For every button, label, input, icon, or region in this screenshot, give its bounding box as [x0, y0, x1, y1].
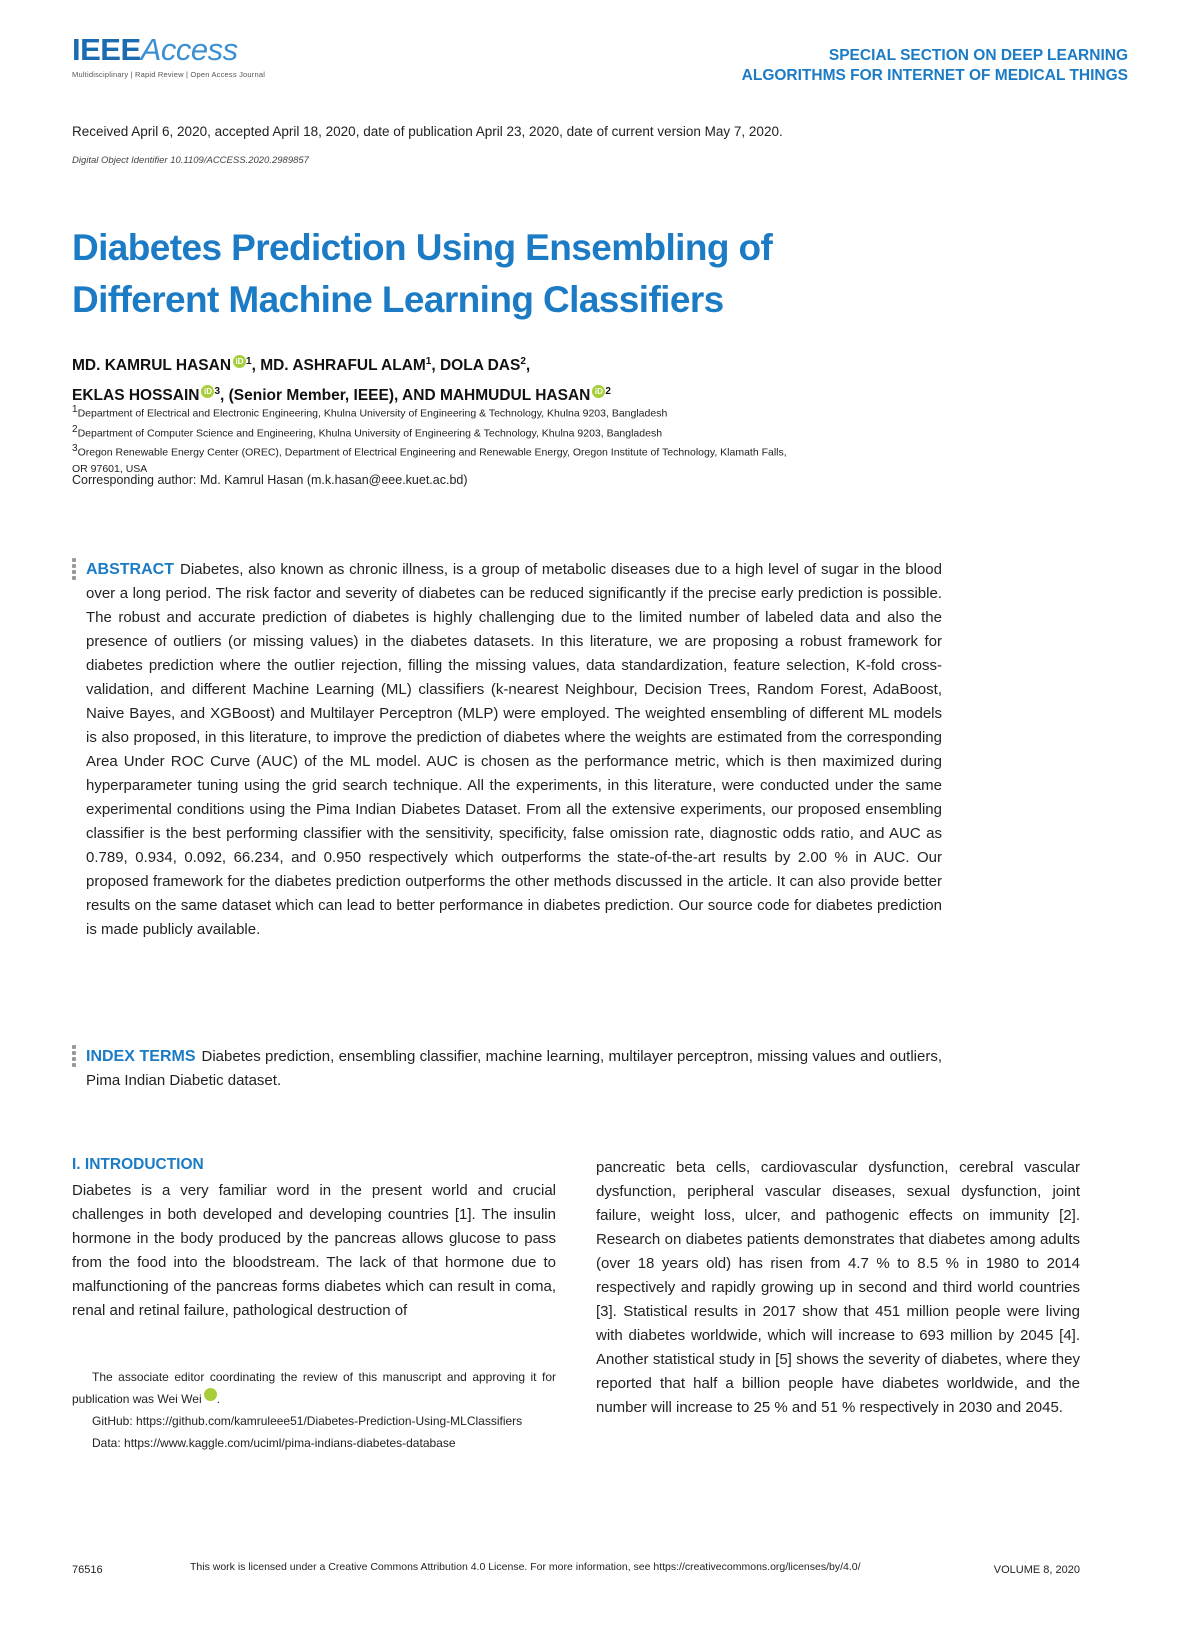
affiliation-3-num: 3 [72, 443, 78, 454]
section-heading-introduction: I. INTRODUCTION [72, 1156, 204, 1173]
volume-info: VOLUME 8, 2020 [993, 1564, 1080, 1576]
special-section-line2: ALGORITHMS FOR INTERNET OF MEDICAL THINGS [741, 67, 1128, 84]
affiliation-2-text: Department of Computer Science and Engineering, Khulna University of Engineering & Technology, Khulna 9203, Bangladesh [77, 427, 663, 439]
author-4-affil: 3 [214, 386, 221, 398]
author-1-affil: 1 [246, 356, 252, 367]
crossmark-dots-icon [72, 558, 78, 582]
intro-column-left: Diabetes is a very familiar word in the present world and crucial challenges in both developed and developing countries [1]. The insulin hormone in the body produced by the pancreas allows glucose to pass from the food into the bloodstream. The lack of that hormone due to malfunctioning of the pancreas forms diabetes which can result in coma, renal and retinal failure, pathological destruction of [72, 1182, 556, 1319]
special-section-line1: SPECIAL SECTION ON DEEP LEARNING [828, 47, 1128, 64]
author-5-affil: 2 [605, 386, 611, 398]
journal-tagline: Multidisciplinary | Rapid Review | Open Access Journal [72, 70, 266, 79]
affiliation-1-num: 1 [72, 404, 78, 415]
authors-line1 [72, 349, 1132, 379]
author-4-tail: , (Senior Member, IEEE), AND MAHMUDUL HASAN [220, 387, 591, 405]
author-1: MD. KAMRUL HASAN [72, 357, 232, 375]
page-number: 76516 [72, 1564, 103, 1576]
footnote [72, 1366, 556, 1454]
affiliation-2 [72, 422, 1132, 442]
index-terms [86, 1045, 942, 1093]
orcid-icon[interactable]: iD [204, 1388, 217, 1401]
footnote-data[interactable]: Data: https://www.kaggle.com/uciml/pima-indians-diabetes-database [92, 1436, 456, 1450]
journal-logo [72, 32, 272, 84]
affiliation-1-text: Department of Electrical and Electronic Engineering, Khulna University of Engineering & Technology, Khulna 9203, Bangladesh [77, 407, 668, 420]
doi: Digital Object Identifier 10.1109/ACCESS.2020.2989857 [72, 155, 309, 166]
footnote-editor-text: The associate editor coordinating the review of this manuscript and approving it for publication was Wei Wei [72, 1370, 556, 1406]
author-3-tail: , [525, 357, 531, 375]
brand-access: Access [140, 32, 238, 67]
index-terms-text: Diabetes prediction, ensembling classifier, machine learning, multilayer perceptron, missing values and outliers, Pima Indian Diabetic dataset. [86, 1048, 943, 1089]
footnote-editor-tail: . [216, 1392, 220, 1406]
intro-column-right: pancreatic beta cells, cardiovascular dysfunction, cerebral vascular dysfunction, peripheral vascular diseases, sexual dysfunction, joint failure, weight loss, ulcer, and pathogenic effects on immunity [2]. Research on diabetes patients demonstrates that diabetes among adults (over 18 years old) has risen from 4.7 % to 8.5 % in 1980 to 2014 respectively and rapidly growing up in second and third world countries [3]. Statistical results in 2017 show that 451 million people were living with diabetes worldwide, which will increase to 693 million by 2045 [4]. Another statistical study in [5] shows the severity of diabetes, where they reported that half a billion people have diabetes worldwide, and the number will increase to 25 % and 51 % respectively in 2030 and 2045. [596, 1159, 1080, 1416]
affiliation-3-text: Oregon Renewable Energy Center (OREC), Department of Electrical Engineering and Renewable Energy, Oregon Institute of Technology, Klamath Falls, [77, 446, 787, 459]
brand-ieee: IEEE [72, 32, 141, 67]
crossmark-dots-icon [72, 1045, 78, 1069]
affiliation-1 [72, 402, 1132, 422]
footnote-editor [72, 1366, 556, 1410]
orcid-icon[interactable]: iD [592, 385, 605, 398]
author-4: EKLAS HOSSAIN [72, 387, 200, 405]
affiliation-3-cont: OR 97601, USA [72, 462, 148, 475]
title-line2: Different Machine Learning Classifiers [72, 279, 724, 320]
author-2-affil: 1 [425, 356, 432, 367]
author-3: , DOLA DAS [431, 357, 521, 375]
affiliations [72, 402, 1132, 477]
affiliation-2-num: 2 [72, 423, 78, 435]
title-line1: Diabetes Prediction Using Ensembling of [72, 227, 773, 268]
paper-title [72, 222, 972, 326]
footnote-github[interactable]: GitHub: https://github.com/kamruleee51/Diabetes-Prediction-Using-MLClassifiers [92, 1414, 523, 1428]
orcid-icon[interactable]: iD [233, 355, 246, 368]
corresponding-author: Corresponding author: Md. Kamrul Hasan (m.k.hasan@eee.kuet.ac.bd) [72, 473, 468, 487]
journal-brand [72, 32, 272, 68]
author-list [72, 349, 1132, 409]
affiliation-3 [72, 441, 1132, 461]
license-notice: This work is licensed under a Creative Commons Attribution 4.0 License. For more information, see https://creativecommons.org/licenses/by/4.0/ [190, 1561, 861, 1573]
index-terms-label: INDEX TERMS [86, 1048, 196, 1065]
special-section-banner [742, 46, 1128, 86]
abstract [86, 558, 942, 942]
author-2: , MD. ASHRAFUL ALAM [251, 357, 426, 375]
abstract-label: ABSTRACT [86, 561, 174, 578]
received-dates: Received April 6, 2020, accepted April 18, 2020, date of publication April 23, 2020, date of current version May 7, 2020. [72, 124, 783, 139]
author-3-affil: 2 [520, 356, 526, 367]
abstract-text: Diabetes, also known as chronic illness, is a group of metabolic diseases due to a high level of sugar in the blood over a long period. The risk factor and severity of diabetes can be reduced significantly if the precise early prediction is possible. The robust and accurate prediction of diabetes is highly challenging due to the limited number of labeled data and also the presence of outliers (or missing values) in the diabetes datasets. In this literature, we are proposing a robust framework for diabetes prediction where the outlier rejection, filling the missing values, data standardization, feature selection, K-fold cross-validation, and different Machine Learning (ML) classifiers (k-nearest Neighbour, Decision Trees, Random Forest, AdaBoost, Naive Bayes, and XGBoost) and Multilayer Perceptron (MLP) were employed. The weighted ensembling of different ML models is also proposed, in this literature, to improve the prediction of diabetes where the weights are estimated from the corresponding Area Under ROC Curve (AUC) of the ML model. AUC is chosen as the performance metric, which is then maximized during hyperparameter tuning using the grid search technique. All the experiments, in this literature, were conducted under the same experimental conditions using the Pima Indian Diabetes Dataset. From all the extensive experiments, our proposed ensembling classifier is the best performing classifier with the sensitivity, specificity, false omission rate, diagnostic odds ratio, and AUC as 0.789, 0.934, 0.092, 66.234, and 0.950 respectively which outperforms the state-of-the-art results by 2.00 % in AUC. Our proposed framework for the diabetes prediction outperforms the other methods discussed in the article. It can also provide better results on the same dataset which can lead to better performance in diabetes prediction. Our source code for diabetes prediction is made publicly available. [86, 561, 942, 938]
orcid-icon[interactable]: iD [201, 385, 214, 398]
